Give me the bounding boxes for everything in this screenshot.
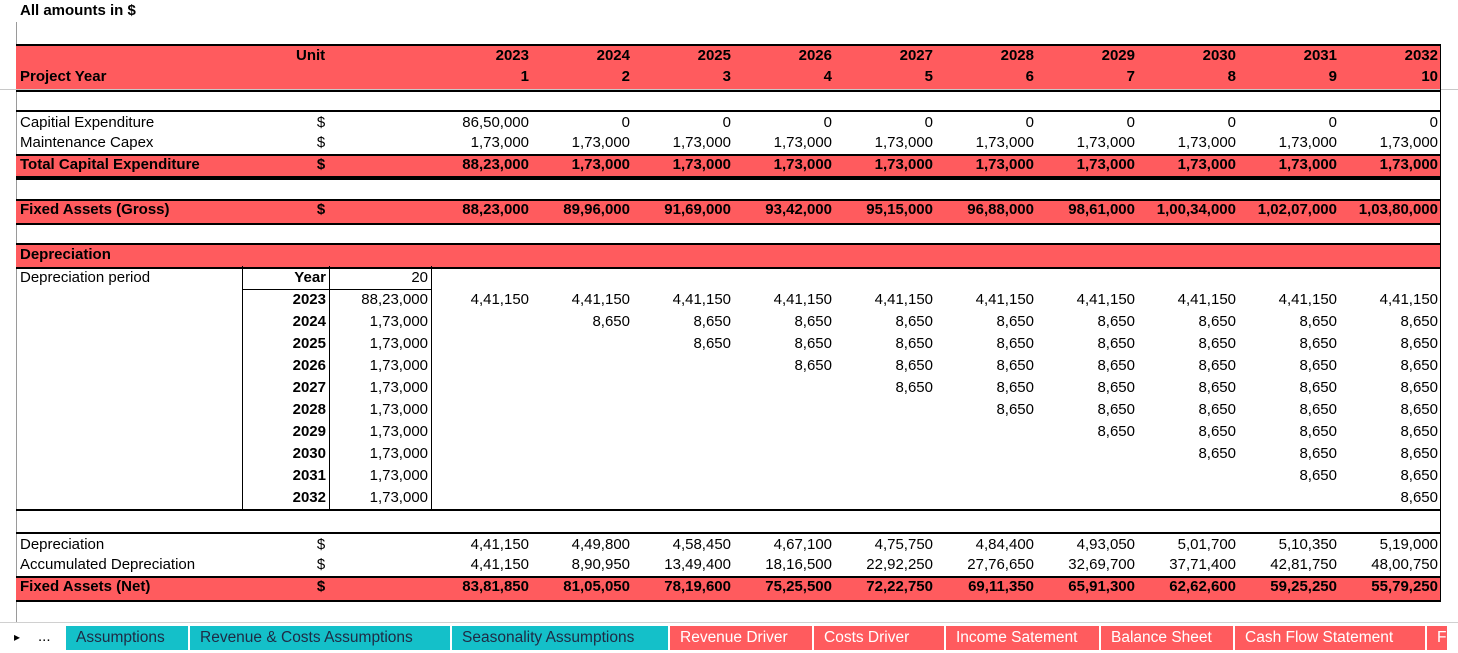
value-cell: 8,90,950 [571,556,630,573]
schedule-charge: 8,650 [895,313,933,330]
value-cell: 0 [1328,114,1337,131]
value-cell: 1,73,000 [773,134,832,151]
schedule-charge: 8,650 [1400,357,1438,374]
value-cell: 5,19,000 [1379,536,1438,553]
value-cell: 5,01,700 [1177,536,1236,553]
schedule-charge: 8,650 [1097,335,1135,352]
sheet-right-border [1440,44,1441,600]
schedule-charge: 8,650 [1097,401,1135,418]
schedule-charge: 8,650 [794,357,832,374]
unit-cell: $ [316,201,326,218]
depreciation-title: Depreciation [20,246,111,263]
dep-table-divider-mid [329,266,330,510]
value-cell: 0 [1429,114,1438,131]
schedule-charge: 8,650 [1400,401,1438,418]
schedule-charge: 8,650 [1299,445,1337,462]
schedule-year: 2031 [292,467,326,484]
year-index: 1 [520,68,529,85]
value-cell: 83,81,850 [462,578,529,595]
value-cell: 89,96,000 [563,201,630,218]
value-cell: 91,69,000 [664,201,731,218]
sheet-tab-assumptions[interactable]: Assumptions [66,626,190,650]
schedule-charge: 8,650 [1299,379,1337,396]
value-cell: 72,22,750 [866,578,933,595]
value-cell: 22,92,250 [866,556,933,573]
sheet-tab-cash-flow-statement[interactable]: Cash Flow Statement [1235,626,1427,650]
year-index: 6 [1025,68,1034,85]
year-index: 9 [1328,68,1337,85]
value-cell: 1,73,000 [975,134,1034,151]
value-cell: 18,16,500 [765,556,832,573]
value-cell: 96,88,000 [967,201,1034,218]
sheet-tab-balance-sheet[interactable]: Balance Sheet [1101,626,1235,650]
header-gridline [0,89,1458,90]
schedule-year: 2025 [292,335,326,352]
schedule-charge: 8,650 [996,313,1034,330]
unit-cell: $ [316,134,326,151]
unit-header: Unit [296,47,326,64]
value-cell: 13,49,400 [664,556,731,573]
value-cell: 48,00,750 [1371,556,1438,573]
value-cell: 88,23,000 [462,156,529,173]
schedule-charge: 4,41,150 [773,291,832,308]
unit-cell: $ [316,536,326,553]
value-cell: 0 [1025,114,1034,131]
dep-table-divider-left [242,266,243,510]
schedule-charge: 8,650 [1400,445,1438,462]
tab-ellipsis-button[interactable]: ... [38,628,51,645]
value-cell: 42,81,750 [1270,556,1337,573]
sheet-tab-income-satement[interactable]: Income Satement [946,626,1101,650]
schedule-charge: 8,650 [592,313,630,330]
value-cell: 69,11,350 [968,578,1034,595]
value-cell: 1,73,000 [874,156,933,173]
unit-cell: $ [316,556,326,573]
schedule-charge: 8,650 [693,335,731,352]
value-cell: 1,73,000 [1177,134,1236,151]
schedule-charge: 8,650 [1299,357,1337,374]
schedule-amount: 1,73,000 [369,357,428,374]
year-header: 2024 [596,47,630,64]
sheet-tab-revenue-costs-assumptions[interactable]: Revenue & Costs Assumptions [190,626,452,650]
schedule-charge: 8,650 [794,313,832,330]
schedule-charge: 8,650 [895,357,933,374]
year-index: 4 [823,68,832,85]
value-cell: 59,25,250 [1270,578,1337,595]
sheet-tab-costs-driver[interactable]: Costs Driver [814,626,946,650]
depreciation-bottom-border [16,509,1441,511]
year-header: 2030 [1202,47,1236,64]
value-cell: 1,73,000 [1278,134,1337,151]
value-cell: 62,62,600 [1169,578,1236,595]
sheet-tab-bar [0,622,1458,653]
year-header: 2023 [495,47,529,64]
depreciation-period-value: 20 [411,269,428,286]
schedule-charge: 8,650 [1400,489,1438,506]
schedule-charge: 8,650 [1097,313,1135,330]
value-cell: 0 [823,114,832,131]
value-cell: 27,76,650 [967,556,1034,573]
schedule-charge: 8,650 [1400,313,1438,330]
value-cell: 4,49,800 [571,536,630,553]
row-label: Depreciation [20,536,105,553]
schedule-charge: 4,41,150 [470,291,529,308]
schedule-charge: 8,650 [1097,379,1135,396]
value-cell: 88,23,000 [462,201,529,218]
schedule-charge: 4,41,150 [1177,291,1236,308]
value-cell: 0 [722,114,731,131]
schedule-year: 2024 [292,313,326,330]
row-label: Capitial Expenditure [20,114,155,131]
value-cell: 81,05,050 [563,578,630,595]
value-cell: 4,58,450 [672,536,731,553]
year-index: 7 [1126,68,1135,85]
value-cell: 65,91,300 [1068,578,1135,595]
value-cell: 1,73,000 [1177,156,1236,173]
value-cell: 1,73,000 [1076,156,1135,173]
depreciation-band [16,243,1441,269]
sheet-tab-fi[interactable]: Fi [1427,626,1449,650]
value-cell: 1,03,80,000 [1358,201,1438,218]
value-cell: 1,73,000 [773,156,832,173]
year-header: 2031 [1303,47,1337,64]
year-index: 3 [722,68,731,85]
schedule-amount: 1,73,000 [369,379,428,396]
row-label: Fixed Assets (Net) [20,578,151,595]
row-label: Maintenance Capex [20,134,154,151]
value-cell: 32,69,700 [1068,556,1135,573]
value-cell: 1,73,000 [571,156,630,173]
schedule-charge: 8,650 [1400,423,1438,440]
year-header: 2027 [899,47,933,64]
schedule-charge: 4,41,150 [1379,291,1438,308]
value-cell: 98,61,000 [1068,201,1135,218]
schedule-charge: 8,650 [996,401,1034,418]
schedule-amount: 1,73,000 [369,489,428,506]
sheet-tab-seasonality-assumptions[interactable]: Seasonality Assumptions [452,626,670,650]
unit-cell: $ [316,578,326,595]
value-cell: 1,73,000 [470,134,529,151]
value-cell: 1,73,000 [1379,156,1438,173]
capex-bottom-border [16,176,1441,178]
schedule-amount: 88,23,000 [361,291,428,308]
schedule-charge: 8,650 [1198,357,1236,374]
schedule-charge: 4,41,150 [672,291,731,308]
schedule-charge: 8,650 [1299,313,1337,330]
capex-top-border [16,110,1441,112]
schedule-charge: 8,650 [794,335,832,352]
year-label: Year [294,269,326,286]
schedule-charge: 4,41,150 [571,291,630,308]
schedule-amount: 1,73,000 [369,401,428,418]
value-cell: 95,15,000 [866,201,933,218]
value-cell: 1,73,000 [1379,134,1438,151]
row-label: Accumulated Depreciation [20,556,196,573]
schedule-charge: 8,650 [1097,423,1135,440]
year-header: 2025 [697,47,731,64]
value-cell: 55,79,250 [1371,578,1438,595]
year-header: 2028 [1000,47,1034,64]
value-cell: 78,19,600 [664,578,731,595]
year-index: 2 [621,68,630,85]
schedule-year: 2032 [292,489,326,506]
schedule-charge: 4,41,150 [874,291,933,308]
schedule-year: 2030 [292,445,326,462]
row-label: Total Capital Expenditure [20,156,200,173]
value-cell: 4,84,400 [975,536,1034,553]
value-cell: 0 [1227,114,1236,131]
value-cell: 0 [621,114,630,131]
summary-top-border [16,532,1441,534]
project-year-label: Project Year [20,68,107,85]
value-cell: 86,50,000 [462,114,529,131]
schedule-charge: 8,650 [1198,401,1236,418]
schedule-charge: 4,41,150 [1278,291,1337,308]
schedule-amount: 1,73,000 [369,335,428,352]
depreciation-period-label: Depreciation period [20,269,151,286]
value-cell: 1,73,000 [1076,134,1135,151]
year-header: 2032 [1404,47,1438,64]
schedule-charge: 8,650 [1299,467,1337,484]
schedule-charge: 8,650 [693,313,731,330]
schedule-amount: 1,73,000 [369,467,428,484]
value-cell: 1,73,000 [1278,156,1337,173]
value-cell: 4,75,750 [874,536,933,553]
schedule-amount: 1,73,000 [369,423,428,440]
schedule-charge: 8,650 [996,335,1034,352]
value-cell: 4,41,150 [470,556,529,573]
schedule-year: 2027 [292,379,326,396]
value-cell: 1,00,34,000 [1156,201,1236,218]
year-index: 10 [1421,68,1438,85]
schedule-charge: 8,650 [895,335,933,352]
schedule-charge: 8,650 [1097,357,1135,374]
value-cell: 4,93,050 [1076,536,1135,553]
unit-cell: $ [316,114,326,131]
year-index: 8 [1227,68,1236,85]
schedule-charge: 4,41,150 [975,291,1034,308]
tab-scroll-arrow-icon[interactable]: ▸ [14,630,21,644]
value-cell: 1,73,000 [571,134,630,151]
schedule-charge: 8,650 [1299,423,1337,440]
value-cell: 75,25,500 [765,578,832,595]
value-cell: 37,71,400 [1169,556,1236,573]
schedule-year: 2029 [292,423,326,440]
value-cell: 0 [1126,114,1135,131]
year-header: 2026 [798,47,832,64]
value-cell: 1,02,07,000 [1257,201,1337,218]
amounts-note: All amounts in $ [20,2,136,19]
row-label: Fixed Assets (Gross) [20,201,170,218]
value-cell: 5,10,350 [1278,536,1337,553]
value-cell: 1,73,000 [672,134,731,151]
schedule-year: 2026 [292,357,326,374]
schedule-charge: 4,41,150 [1076,291,1135,308]
dep-table-divider-right [431,266,432,510]
value-cell: 1,73,000 [975,156,1034,173]
schedule-charge: 8,650 [1400,467,1438,484]
schedule-amount: 1,73,000 [369,313,428,330]
schedule-charge: 8,650 [1299,335,1337,352]
schedule-charge: 8,650 [1299,401,1337,418]
sheet-tab-revenue-driver[interactable]: Revenue Driver [670,626,814,650]
schedule-charge: 8,650 [1198,445,1236,462]
schedule-charge: 8,650 [895,379,933,396]
schedule-charge: 8,650 [996,379,1034,396]
unit-cell: $ [316,156,326,173]
value-cell: 1,73,000 [672,156,731,173]
value-cell: 4,41,150 [470,536,529,553]
schedule-year: 2028 [292,401,326,418]
schedule-amount: 1,73,000 [369,445,428,462]
schedule-charge: 8,650 [1198,423,1236,440]
schedule-charge: 8,650 [1400,379,1438,396]
year-header: 2029 [1101,47,1135,64]
schedule-charge: 8,650 [1198,379,1236,396]
value-cell: 93,42,000 [765,201,832,218]
schedule-charge: 8,650 [1198,313,1236,330]
schedule-charge: 8,650 [996,357,1034,374]
value-cell: 0 [924,114,933,131]
year-index: 5 [924,68,933,85]
schedule-charge: 8,650 [1400,335,1438,352]
value-cell: 1,73,000 [874,134,933,151]
value-cell: 4,67,100 [773,536,832,553]
schedule-charge: 8,650 [1198,335,1236,352]
schedule-year: 2023 [292,291,326,308]
